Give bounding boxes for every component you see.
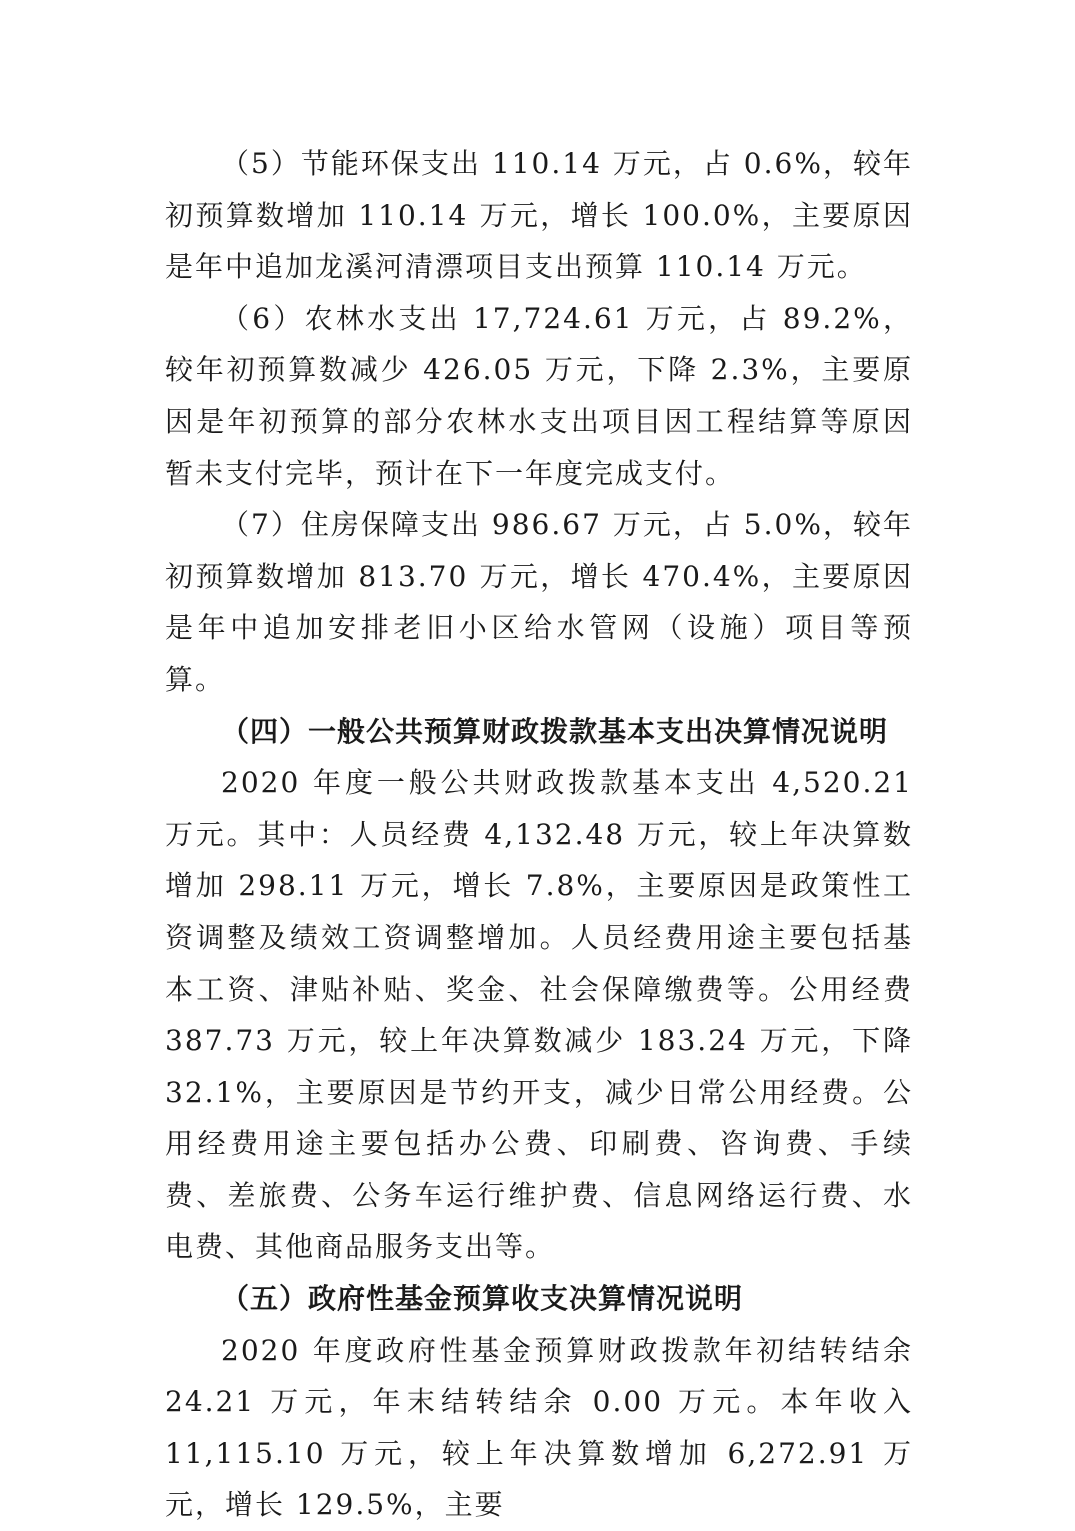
document-page <box>165 138 913 1531</box>
section-heading-basic-expenditure: （四）一般公共预算财政拨款基本支出决算情况说明 <box>221 714 889 748</box>
section-heading-government-fund: （五）政府性基金预算收支决算情况说明 <box>221 1282 744 1316</box>
paragraph-government-fund: 2020 年度政府性基金预算财政拨款年初结转结余 24.21 万元，年末结转结余 0.00 万元。本年收入 11,115.10 万元，较上年决算数增加 6,272.91 万元，增长 129.5%，主要 <box>165 1333 913 1522</box>
paragraph-housing-security: （7）住房保障支出 986.67 万元，占 5.0%，较年初预算数增加 813.70 万元，增长 470.4%，主要原因是年中追加安排老旧小区给水管网（设施）项目等预算。 <box>165 508 913 696</box>
paragraph-energy-environment: （5）节能环保支出 110.14 万元，占 0.6%，较年初预算数增加 110.14 万元，增长 100.0%，主要原因是年中追加龙溪河清漂项目支出预算 110.14 万元。 <box>165 147 913 284</box>
paragraph-agriculture-forestry-water: （6）农林水支出 17,724.61 万元，占 89.2%，较年初预算数减少 426.05 万元，下降 2.3%，主要原因是年初预算的部分农林水支出项目因工程结算等原因暂未支付完毕，预计在下一年度完成支付。 <box>165 301 913 490</box>
paragraph-basic-expenditure: 2020 年度一般公共财政拨款基本支出 4,520.21 万元。其中：人员经费 4,132.48 万元，较上年决算数增加 298.11 万元，增长 7.8%，主要原因是政策性工资调整及绩效工资调整增加。人员经费用途主要包括基本工资、津贴补贴、奖金、社会保障缴费等。公用经费 387.73 万元，较上年决算数减少 183.24 万元，下降 32.1%，主要原因是节约开支，减少日常公用经费。公用经费用途主要包括办公费、印刷费、咨询费、手续费、差旅费、公务车运行维护费、信息网络运行费、水电费、其他商品服务支出等。 <box>165 766 913 1264</box>
